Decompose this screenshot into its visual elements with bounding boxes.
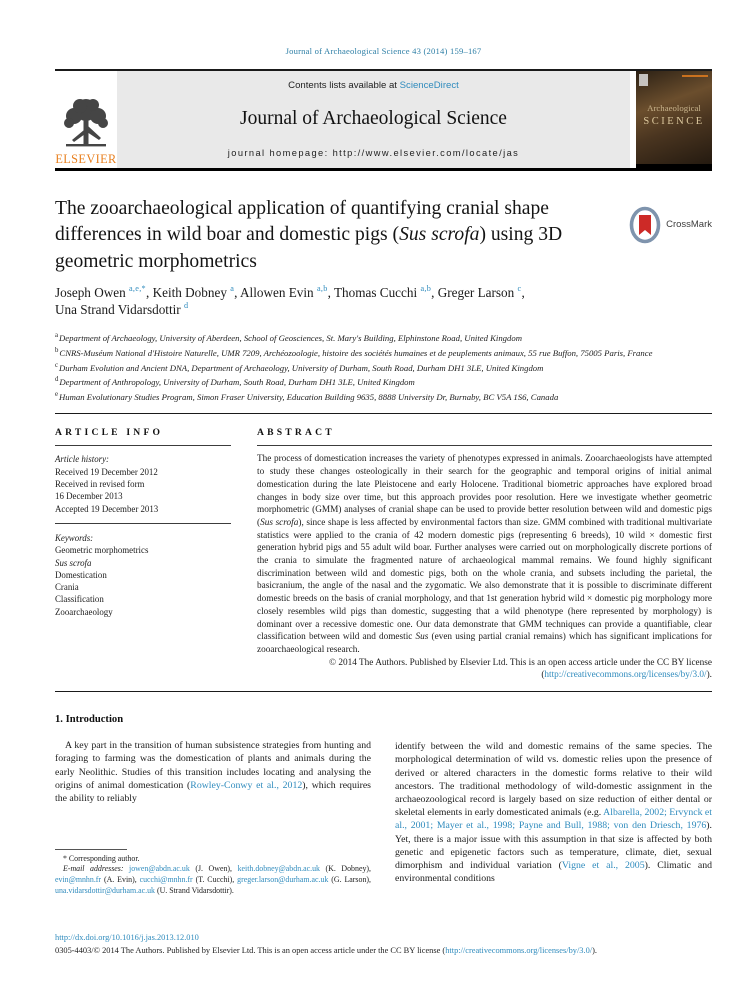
body-right-column [395, 714, 712, 896]
author-list [55, 284, 695, 318]
citation-link[interactable]: Vigne et al., 2005 [561, 859, 645, 871]
text-run: (U. Strand Vidarsdottir). [154, 885, 234, 895]
cc-license-link[interactable]: http://creativecommons.org/licenses/by/3.0/ [544, 670, 707, 681]
journal-banner [117, 71, 630, 168]
affiliation-marker: b [55, 347, 59, 355]
license-line [257, 669, 712, 682]
article-body [55, 714, 712, 896]
email-link[interactable]: evin@mnhn.fr [55, 874, 102, 884]
text-run: c [517, 284, 522, 294]
cc-license-link[interactable]: http://creativecommons.org/licenses/by/3.0/ [445, 945, 593, 955]
abstract-heading: ABSTRACT [257, 427, 335, 439]
keyword: Zooarchaeology [55, 606, 113, 617]
column-rule [55, 445, 231, 446]
journal-header [55, 71, 712, 168]
affiliation-line [55, 389, 712, 404]
column-rule [55, 523, 231, 524]
email-link[interactable]: keith.dobney@abdn.ac.uk [237, 864, 320, 874]
text-run: ( [541, 670, 545, 681]
keyword: Domestication [55, 569, 107, 580]
abstract-column [257, 427, 712, 682]
article-info-column [55, 427, 231, 682]
text-run: Sus scrofa [399, 224, 480, 246]
text-run: ). Climatic and environmental conditions [395, 859, 712, 885]
affiliation-text: Department of Anthropology, University of Durham, South Road, Durham DH1 3LE, United Kingdom [59, 377, 415, 388]
issn-copyright-line [55, 945, 712, 957]
elsevier-wordmark: ELSEVIER [55, 151, 117, 166]
text-run: A key part in the transition of human subsistence strategies from hunting and foraging to farming was the domestication of plants and animals during the early Neolithic. Studies of this transition includes locating and analysing the origins of animal domestication ( [55, 740, 371, 791]
doi-link[interactable]: http://dx.doi.org/10.1016/j.jas.2013.12.010 [55, 933, 199, 942]
affiliation-text: Durham Evolution and Ancient DNA, Department of Archaeology, University of Durham, South Road, Durham DH1 3LE, United Kingdom [59, 362, 544, 373]
text-run: ), since shape is less affected by environmental factors than size. GMM combined with traditional multivariate statistics were applied to the crania of 42 modern domestic pigs (representing 6 breeds), 10 wild × domestic first generation hybrid pigs and 55 adult wild boar. Further analyses were carried out on morphologically discrete portions of the crania to simulate the fragmented nature of archaeological mammal remains. We found highly significant discrimination between wild and domestic pigs, both on the whole crania, and subsets including the parietal, the basicranium, the angle of the nasal and the zygomatic. We also demonstrate that it is possible to discriminate different domestic breeds on the basis of cranial morphology, and that 1st generation hybrid wild × domestic pig morphology more closely resembles wild pigs than domestic, suggesting that a wild phenotype (here represented by morphology) is dominant over a recessive domestic one. Our data demonstrate that GMM techniques can provide a quantifiable, clear classification between wild and domestic [257, 517, 712, 643]
header-bottom-rule [55, 168, 712, 171]
affiliations-block [55, 330, 712, 403]
title-row [55, 196, 712, 276]
text-run: , Greger Larson [431, 285, 518, 301]
crossmark-badge[interactable] [628, 208, 712, 242]
history-line: 16 December 2013 [55, 491, 123, 502]
affiliation-marker: a [55, 332, 59, 340]
text-run: 0305-4403/© 2014 The Authors. Published by Elsevier Ltd. This is an open access article under the CC BY license ( [55, 945, 446, 955]
contents-availability-line [123, 80, 624, 91]
affiliation-line [55, 374, 712, 389]
keyword: Sus scrofa [55, 557, 92, 568]
cover-mini-logo-icon [639, 74, 648, 86]
body-left-column [55, 714, 371, 896]
abstract-end-rule [55, 691, 712, 692]
affiliation-marker: c [55, 361, 59, 369]
text-run: d [184, 301, 189, 311]
text-run: ), which requires the ability to reliably [55, 779, 371, 804]
text-run: E-mail addresses: [63, 864, 130, 874]
crossmark-icon [628, 206, 662, 244]
footnote-rule [55, 849, 127, 850]
text-run: identify between the wild and domestic remains of the same species. The morphological determination of wild vs. domestic relies upon the presence of derived or altered characters in the domestic forms relative to their wild ancestors. The traditional methodology of wild-domestic assignment in the archaeozoological record is largely based on size reduction of either dental or skeletal elements in early domesticated animals (e.g. [395, 741, 712, 819]
affiliation-text: Human Evolutionary Studies Program, Simon Fraser University, Education Building 9635, 8888 University Dr, Burnaby, BC V5A 1S6, Canada [59, 391, 559, 402]
affiliation-line [55, 345, 712, 360]
history-line: Accepted 19 December 2013 [55, 503, 159, 514]
article-info-heading: ARTICLE INFO [55, 427, 164, 439]
history-line: Received in revised form [55, 479, 145, 490]
abstract-copyright [257, 657, 712, 682]
text-run: (even using partial cranial remains) which has significant implications for zooarchaeological research. [257, 632, 712, 655]
elsevier-tree-icon [60, 96, 112, 152]
section-divider-rule [55, 413, 712, 414]
corresponding-author-note: * Corresponding author. [63, 853, 140, 863]
text-run: , Allowen Evin [234, 285, 317, 301]
affiliation-marker: d [55, 376, 59, 384]
text-run: Contents lists available at [288, 79, 400, 91]
email-link[interactable]: cucchi@mnhn.fr [139, 874, 193, 884]
citation-link[interactable]: Rowley-Conwy et al., 2012 [190, 779, 303, 791]
text-run: ). [592, 945, 597, 955]
crossmark-label: CrossMark [666, 219, 712, 231]
affiliation-text: Department of Archaeology, University of Aberdeen, School of Geosciences, St. Mary's Building, Elphinstone Road, United Kingdom [59, 333, 522, 344]
affiliation-text: CNRS-Muséum National d'Histoire Naturelle, UMR 7209, Archéozoologie, histoire des sociétés humaines et de peuplements animaux, 55 rue Buffon, 75005 Paris, France [59, 348, 653, 359]
text-run: a,e,* [129, 284, 146, 294]
cover-micro-caption [682, 75, 708, 77]
text-run: Sus scrofa [260, 517, 299, 528]
affiliation-line [55, 360, 712, 375]
text-run: Una Strand Vidarsdottir [55, 302, 184, 318]
text-run: (T. Cucchi), [192, 874, 238, 884]
keyword: Crania [55, 582, 79, 593]
text-run: Joseph Owen [55, 285, 129, 301]
keyword: Classification [55, 594, 104, 605]
keywords-label: Keywords: [55, 532, 94, 543]
article-history-label: Article history: [55, 454, 109, 465]
section-heading-introduction: 1. Introduction [55, 714, 124, 726]
info-abstract-section [55, 427, 712, 682]
journal-title: Journal of Archaeological Science [240, 108, 507, 130]
journal-homepage-link[interactable]: journal homepage: http://www.elsevier.com/locate/jas [227, 147, 520, 158]
text-run: (A. Evin), [101, 874, 140, 884]
history-line: Received 19 December 2012 [55, 466, 158, 477]
elsevier-logo[interactable] [55, 71, 117, 168]
footnote-block [55, 849, 371, 896]
text-run: ) using 3D geometric morphometrics [55, 224, 563, 272]
text-run: The zooarchaeological application of quantifying cranial shape differences in wild boar and domestic pigs ( [55, 197, 549, 246]
text-run: a [230, 284, 235, 294]
text-run: (K. Dobney), [320, 864, 371, 874]
citation-link[interactable]: Albarella, 2002; Ervynck et al., 2001; Mayer et al., 1998; Payne and Bull, 1988; von den Driesch, 1976 [395, 807, 712, 832]
text-run: (G. Larson), [328, 874, 371, 884]
text-run: Sus [415, 632, 429, 643]
text-run: , Thomas Cucchi [327, 285, 421, 301]
email-link[interactable]: greger.larson@durham.ac.uk [237, 874, 329, 884]
email-addresses [55, 864, 371, 896]
affiliation-line [55, 330, 712, 345]
email-link[interactable]: una.vidarsdottir@durham.ac.uk [55, 885, 155, 895]
text-run: a,b [316, 284, 328, 294]
intro-paragraph-continued [395, 740, 712, 885]
running-head-citation: Journal of Archaeological Science 43 (2014) 159–167 [285, 46, 482, 56]
intro-paragraph [55, 739, 371, 805]
text-run: ). [706, 670, 712, 681]
affiliation-marker: e [55, 390, 59, 398]
column-rule [257, 445, 712, 446]
journal-cover-thumbnail[interactable] [636, 71, 712, 168]
page-footer [55, 932, 712, 1000]
text-run: (J. Owen), [189, 864, 238, 874]
text-run: ). Yet, there is a major issue with this assumption in that size is affected by both genetic and epigenetic factors such as temperature, climate, diet, sexual dimorphism and individual variation ( [395, 820, 712, 871]
sciencedirect-link[interactable]: ScienceDirect [399, 79, 459, 91]
article-title [55, 196, 628, 276]
cover-title-line1: Archaeological [647, 102, 701, 113]
copyright-line: © 2014 The Authors. Published by Elsevier Ltd. This is an open access article under the CC BY license [329, 657, 712, 668]
email-link[interactable]: jowen@abdn.ac.uk [129, 864, 190, 874]
text-run: The process of domestication increases the variety of phenotypes expressed in animals. Zooarchaeologists have attempted to study these changes osteologically in their search for the geographic and temporal origins of initial animal domestication during the late Pleistocene and early Holocene. Traditional biometric approaches have explored broad changes in body size over time, but this approach provides poor resolution. Here we investigate whether geometric morphometric (GMM) analyses of cranial shape can be used to provide better resolution between wild and domestic pigs ( [257, 454, 712, 528]
text-run: , Keith Dobney [145, 285, 231, 301]
abstract-text [257, 453, 712, 656]
text-run: a,b [420, 284, 432, 294]
cover-title-line2: SCIENCE [643, 115, 705, 127]
text-run: , [521, 285, 525, 301]
keyword: Geometric morphometrics [55, 545, 149, 556]
